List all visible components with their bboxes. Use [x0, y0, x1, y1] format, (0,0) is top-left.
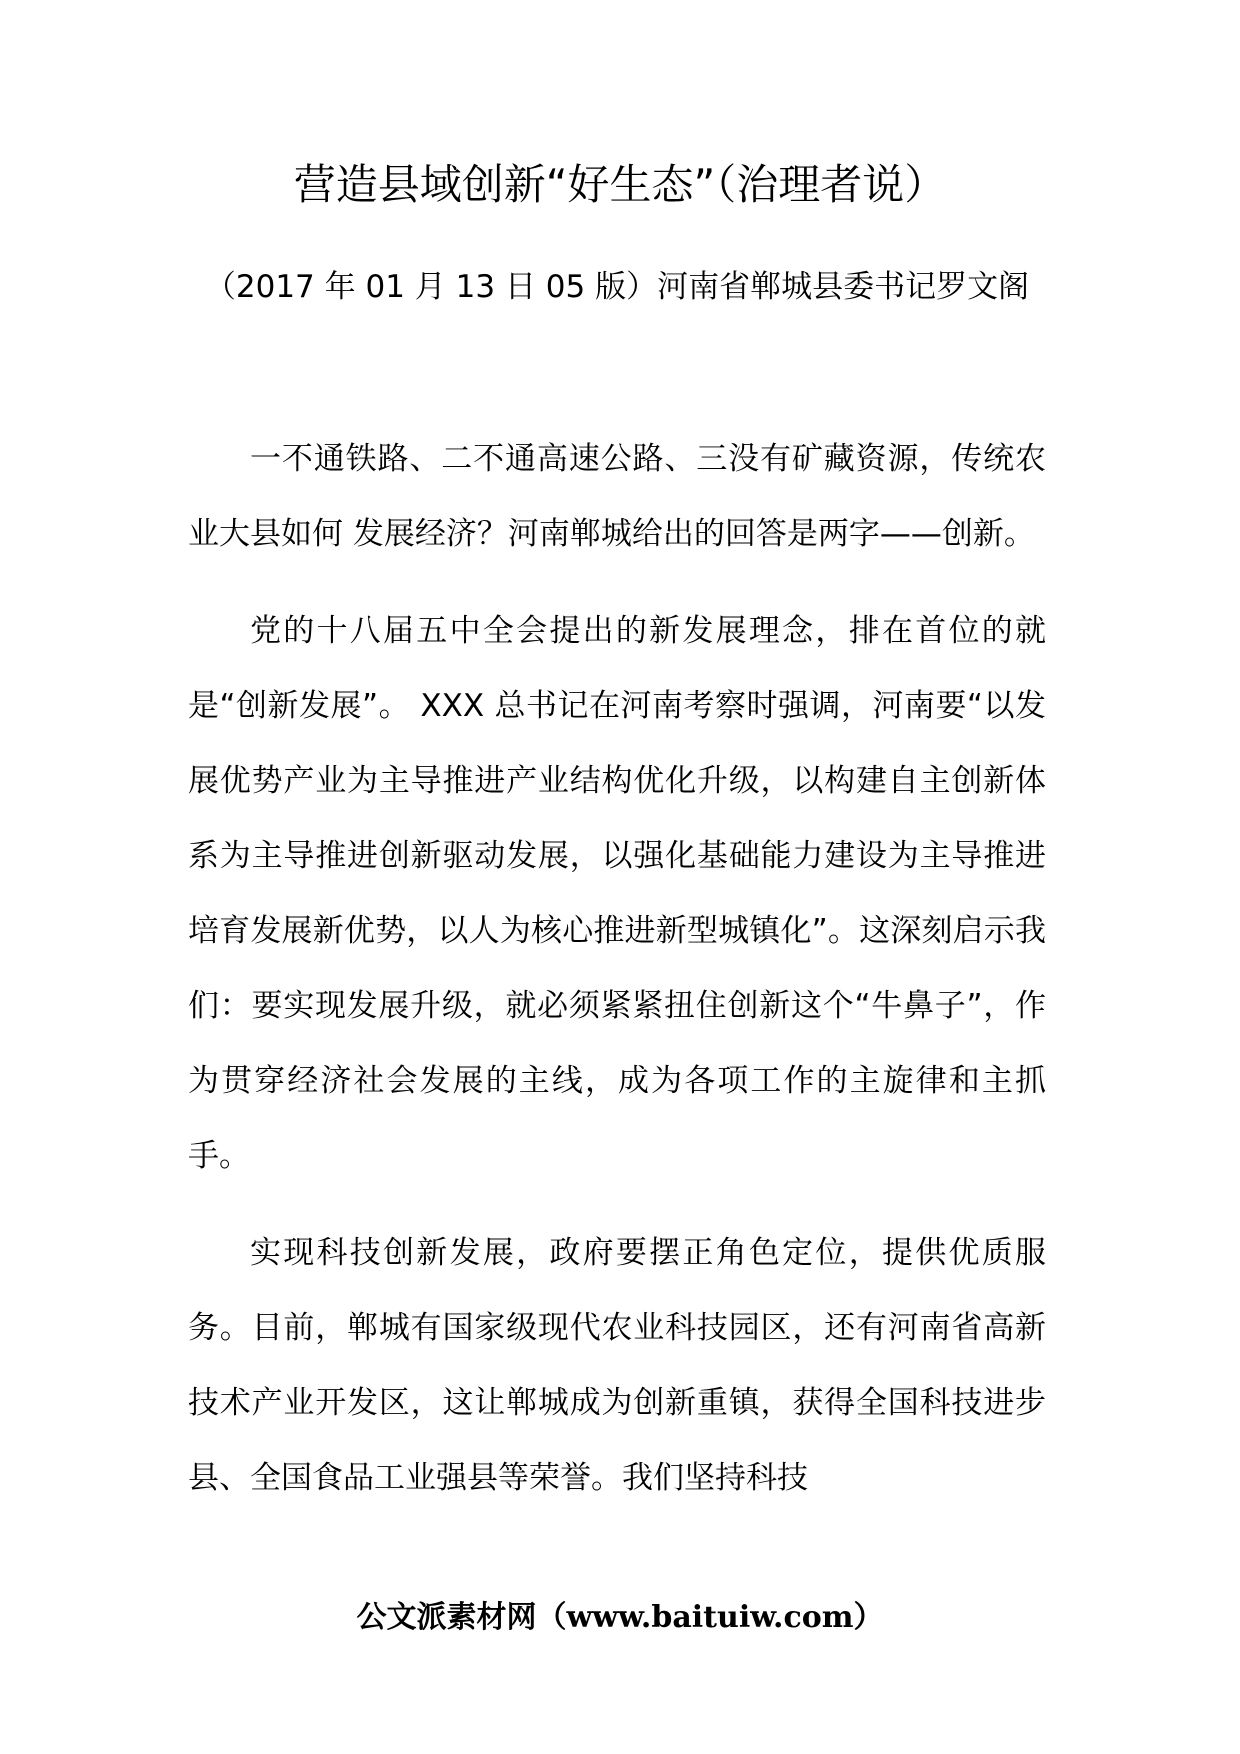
paragraph-3: 实现科技创新发展，政府要摆正角色定位，提供优质服务。目前，郸城有国家级现代农业科技园区，还有河南省高新技术产业开发区，这让郸城成为创新重镇，获得全国科技进步县、全国食品工业强县等荣誉。我们坚持科技	[188, 1235, 1046, 1496]
article-title: 营造县域创新“好生态”（治理者说）	[293, 160, 947, 209]
page-footer-watermark: 公文派素材网（www.baituiw.com）	[356, 1600, 884, 1635]
article-byline: （2017 年 01 月 13 日 05 版）河南省郸城县委书记罗文阁	[204, 269, 1030, 305]
paragraph-1: 一不通铁路、二不通高速公路、三没有矿藏资源，传统农业大县如何 发展经济？河南郸城给出的回答是两字——创新。	[188, 441, 1046, 552]
paragraph-2: 党的十八届五中全会提出的新发展理念，排在首位的就是“创新发展”。 XXX 总书记在河南考察时强调，河南要“以发展优势产业为主导推进产业结构优化升级，以构建自主创新体系为主导推进创新驱动发展，以强化基础能力建设为主导推进培育发展新优势，以人为核心推进新型城镇化”。这深刻启示我们：要实现发展升级，就必须紧紧扭住创新这个“牛鼻子”，作为贯穿经济社会发展的主线，成为各项工作的主旋律和主抓手。	[188, 613, 1046, 1174]
article-body	[188, 422, 1046, 1538]
